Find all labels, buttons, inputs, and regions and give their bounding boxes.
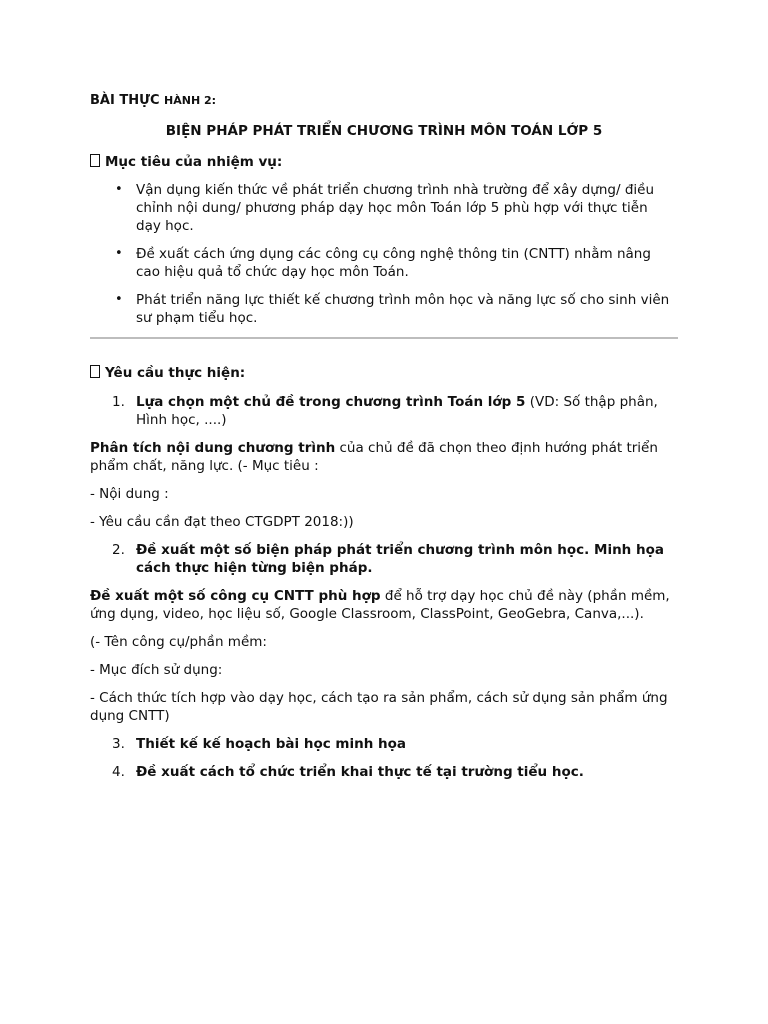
objective-item [115, 291, 678, 327]
tool-name-line: (- Tên công cụ/phần mềm: [90, 634, 267, 650]
requirement-step-1 [90, 393, 678, 429]
step-number: 3. [112, 736, 125, 752]
assignment-label-small: HÀNH 2: [164, 94, 217, 107]
objective-text: Vận dụng kiến thức về phát triển chương trình nhà trường để xây dựng/ điều chỉnh nội dung/ phương pháp dạy học môn Toán lớp 5 phù hợp với thực tiễn dạy học. [136, 182, 654, 234]
assignment-label [90, 92, 678, 110]
assignment-label-main: BÀI THỰC [90, 93, 160, 108]
requirement-step-3 [90, 735, 678, 753]
requirements-heading-text: Yêu cầu thực hiện: [105, 365, 246, 381]
objective-item [115, 245, 678, 281]
step-number: 4. [112, 764, 125, 780]
document-title: BIỆN PHÁP PHÁT TRIỂN CHƯƠNG TRÌNH MÔN TOÁN LỚP 5 [165, 123, 603, 139]
objective-text: Phát triển năng lực thiết kế chương trình môn học và năng lực số cho sinh viên sư phạm tiểu học. [136, 292, 670, 326]
tools-rest: để hỗ trợ dạy học chủ đề này (phần mềm, ứng dụng, video, học liệu số, Google Classroom, ClassPoint, GeoGebra, Canva,...). [90, 588, 670, 622]
analysis-rest: của chủ đề đã chọn theo định hướng phát triển phẩm chất, năng lực. (- Mục tiêu : [90, 440, 658, 474]
tools-bold: Đề xuất một số công cụ CNTT phù hợp [90, 588, 381, 604]
objective-text: Đề xuất cách ứng dụng các công cụ công nghệ thông tin (CNTT) nhằm nâng cao hiệu quả tổ chức dạy học môn Toán. [136, 246, 651, 280]
analysis-bold: Phân tích nội dung chương trình [90, 440, 336, 456]
step-4-bold: Đề xuất cách tổ chức triển khai thực tế tại trường tiểu học. [136, 764, 584, 780]
step-1-rest: (VD: Số thập phân, Hình học, ....) [136, 394, 658, 428]
step-2-bold: Đề xuất một số biện pháp phát triển chương trình môn học. Minh họa cách thực hiện từng biện pháp. [136, 542, 664, 576]
analysis-paragraph [90, 439, 678, 475]
step-1-bold: Lựa chọn một chủ đề trong chương trình Toán lớp 5 [136, 394, 526, 410]
requirements-heading [90, 364, 678, 382]
checkbox-glyph-icon [90, 154, 100, 167]
requirement-step-2 [90, 541, 678, 577]
bullet-icon: • [115, 246, 123, 261]
objective-item [115, 181, 678, 235]
bullet-icon: • [115, 182, 123, 197]
method-line: - Cách thức tích hợp vào dạy học, cách tạo ra sản phẩm, cách sử dụng sản phẩm ứng dụng CNTT) [90, 690, 668, 724]
requirement-step-4 [90, 763, 678, 781]
bullet-icon: • [115, 292, 123, 307]
objectives-list [90, 181, 678, 327]
purpose-line: - Mục đích sử dụng: [90, 662, 223, 678]
standard-line: - Yêu cầu cần đạt theo CTGDPT 2018:)) [90, 514, 354, 530]
objectives-heading [90, 153, 678, 171]
tools-paragraph [90, 587, 678, 623]
step-number: 2. [112, 542, 125, 558]
step-3-bold: Thiết kế kế hoạch bài học minh họa [136, 736, 407, 752]
horizontal-divider [90, 337, 678, 339]
checkbox-glyph-icon [90, 365, 100, 378]
objectives-heading-text: Mục tiêu của nhiệm vụ: [105, 154, 283, 170]
step-number: 1. [112, 394, 125, 410]
content-line: - Nội dung : [90, 486, 169, 502]
